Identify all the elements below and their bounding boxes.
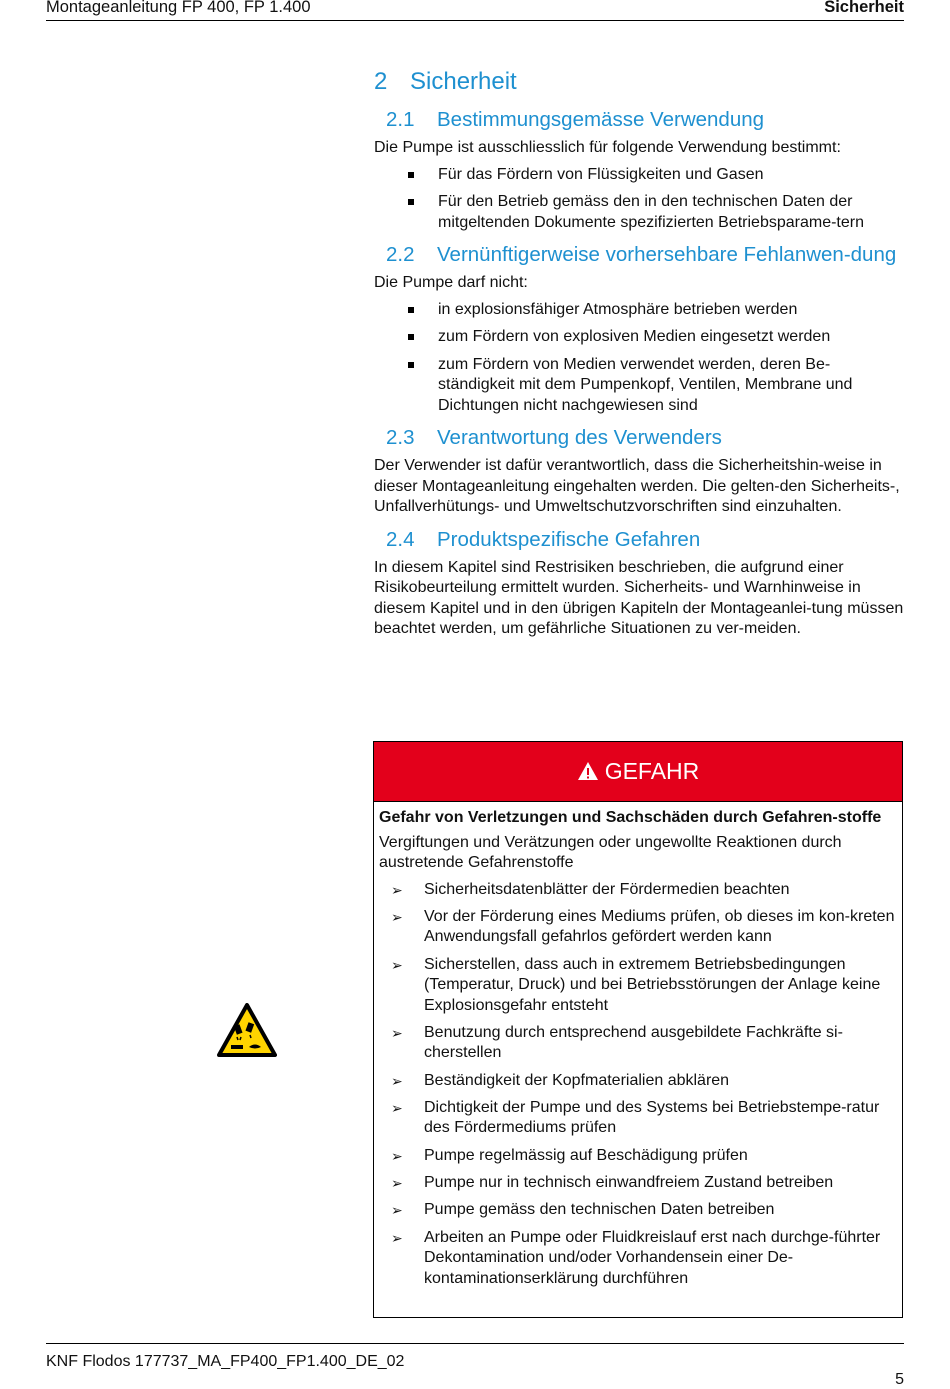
section-2-3-heading — [374, 426, 904, 450]
list-item: ➢ Sicherheitsdatenblätter der Fördermedien beachten — [379, 880, 896, 901]
list-item: zum Fördern von explosiven Medien eingesetzt werden — [374, 327, 904, 348]
list-item: ➢ Benutzung durch entsprechend ausgebildete Fachkräfte si-cherstellen — [391, 1023, 843, 1062]
section-2-4-text: In diesem Kapitel sind Restrisiken beschrieben, die aufgrund einer Risikobeurteilung ermittelt wurden. Sicherheits- und Warnhinweise in diesem Kapitel und in den übrigen Kapiteln der Montageanlei-tung müssen beachtet werden, um gefährliche Situationen zu ver-meiden. — [374, 558, 904, 637]
section-2-3-text: Der Verwender ist dafür verantwortlich, dass die Sicherheitshin-weise in dieser Montageanleitung eingehalten werden. Die gelten-den Sicherheits-, Unfallverhütungs- und Umweltschutzvorschriften sind einzuhalten. — [374, 457, 900, 515]
list-item: ➢ Vor der Förderung eines Mediums prüfen, ob dieses im kon-kreten Anwendungsfall gefahrlos gefördert werden kann — [391, 907, 895, 946]
chapter-number: 2 — [374, 68, 388, 95]
arrow-bullet-icon: ➢ — [391, 1024, 403, 1041]
section-2-1-list — [374, 165, 904, 234]
page-number: 5 — [895, 1371, 904, 1388]
section-title: Verantwortung des Verwenders — [437, 426, 722, 449]
danger-banner — [374, 742, 902, 802]
corrosive-hazard-icon — [217, 1003, 277, 1057]
section-2-4-heading — [374, 528, 904, 552]
main-content — [374, 66, 904, 646]
arrow-bullet-icon: ➢ — [391, 1229, 403, 1246]
arrow-bullet-icon: ➢ — [391, 1147, 403, 1164]
list-item: in explosionsfähiger Atmosphäre betrieben werden — [374, 300, 904, 321]
list-item: ➢ Arbeiten an Pumpe oder Fluidkreislauf erst nach durchge-führter Dekontamination und/oder Vorhandensein einer De-kontaminationserklärung durchführen — [391, 1228, 881, 1287]
chapter-title: Sicherheit — [410, 68, 517, 95]
section-title: Produktspezifische Gefahren — [437, 527, 701, 551]
page-header — [46, 0, 904, 21]
section-number: 2.2 — [386, 243, 415, 266]
list-item: ➢ Sicherstellen, dass auch in extremem Betriebsbedingungen (Temperatur, Druck) und bei Betriebsstörungen der Anlage keine Explosionsgefahr entsteht — [391, 955, 881, 1014]
list-item: ➢ Pumpe gemäss den technischen Daten betreiben — [379, 1200, 896, 1221]
square-bullet-icon — [408, 172, 414, 178]
danger-body — [374, 802, 902, 1289]
square-bullet-icon — [408, 199, 414, 205]
list-item: ➢ Beständigkeit der Kopfmaterialien abklären — [379, 1071, 896, 1092]
section-2-2-intro: Die Pumpe darf nicht: — [374, 274, 528, 291]
square-bullet-icon — [408, 307, 414, 313]
danger-label: GEFAHR — [604, 758, 700, 784]
section-2-2-list — [374, 300, 904, 417]
danger-warning-box — [373, 741, 903, 1318]
section-number: 2.3 — [386, 426, 415, 449]
arrow-bullet-icon: ➢ — [391, 956, 403, 973]
footer-document-id: KNF Flodos 177737_MA_FP400_FP1.400_DE_02 — [46, 1353, 405, 1370]
arrow-bullet-icon: ➢ — [391, 908, 403, 925]
list-item: ➢ Pumpe nur in technisch einwandfreiem Zustand betreiben — [379, 1173, 896, 1194]
list-item: ➢ Pumpe regelmässig auf Beschädigung prüfen — [379, 1146, 896, 1167]
list-item: ➢ Dichtigkeit der Pumpe und des Systems bei Betriebstempe-ratur des Fördermediums prüfen — [391, 1098, 880, 1137]
square-bullet-icon — [408, 334, 414, 340]
chapter-heading — [374, 66, 904, 98]
arrow-bullet-icon: ➢ — [391, 881, 403, 898]
section-number: 2.4 — [386, 527, 415, 551]
section-2-1-heading — [374, 108, 904, 132]
list-item: Für das Fördern von Flüssigkeiten und Gasen — [374, 165, 904, 186]
section-2-2-heading — [374, 243, 904, 267]
section-title: Vernünftigerweise vorhersehbare Fehlanwen-dung — [437, 243, 897, 266]
arrow-bullet-icon: ➢ — [391, 1099, 403, 1116]
danger-measures-list — [379, 880, 896, 1290]
danger-description: Vergiftungen und Verätzungen oder ungewollte Reaktionen durch austretende Gefahrenstoffe — [379, 833, 842, 871]
section-number: 2.1 — [386, 108, 415, 131]
list-item: Für den Betrieb gemäss den in den technischen Daten der mitgeltenden Dokumente spezifizierten Betriebsparame-tern — [374, 192, 904, 233]
square-bullet-icon — [408, 362, 414, 368]
section-title: Sicherheit — [824, 0, 904, 16]
section-2-1-intro: Die Pumpe ist ausschliesslich für folgende Verwendung bestimmt: — [374, 139, 841, 156]
list-item: zum Fördern von Medien verwendet werden, deren Be-ständigkeit mit dem Pumpenkopf, Ventilen, Membrane und Dichtungen nicht nachgewiesen sind — [374, 355, 904, 417]
section-title: Bestimmungsgemässe Verwendung — [437, 108, 765, 131]
arrow-bullet-icon: ➢ — [391, 1072, 403, 1089]
footer-divider — [46, 1343, 904, 1344]
arrow-bullet-icon: ➢ — [391, 1202, 403, 1219]
arrow-bullet-icon: ➢ — [391, 1175, 403, 1192]
danger-title: Gefahr von Verletzungen und Sachschäden durch Gefahren-stoffe — [379, 809, 882, 826]
document-title: Montageanleitung FP 400, FP 1.400 — [46, 0, 311, 16]
warning-triangle-icon — [577, 744, 599, 803]
